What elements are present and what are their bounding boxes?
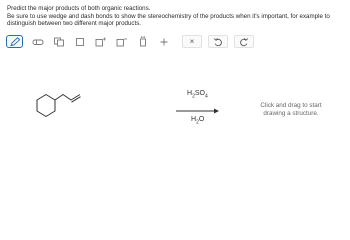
reagent-top-so: SO xyxy=(194,90,205,97)
ring-templates-tool[interactable] xyxy=(50,35,67,48)
pencil-tool[interactable] xyxy=(6,35,23,48)
reagent-water xyxy=(191,116,204,125)
square-minus-tool[interactable] xyxy=(113,35,130,48)
square-plus-tool[interactable] xyxy=(92,35,109,48)
lone-pair-icon xyxy=(138,36,148,47)
reagent-top-h: H xyxy=(187,90,193,97)
instructions xyxy=(7,5,343,28)
rings-icon xyxy=(53,37,65,47)
instruction-line-2: Be sure to use wedge and dash bonds to show the stereochemistry of the products when it's important, for example to distinguish between two different major products. xyxy=(7,12,330,28)
reagent-top-sub2: 4 xyxy=(204,93,208,100)
close-icon: × xyxy=(189,37,195,46)
reagent-top-sub1: 2 xyxy=(192,93,195,100)
charge-plus-tool[interactable] xyxy=(155,35,172,48)
eraser-icon xyxy=(32,38,44,46)
instruction-line-1: Predict the major products of both organic reactions. xyxy=(7,5,151,12)
reagent-bottom-o: O xyxy=(198,116,205,123)
reactant-structure xyxy=(37,95,81,117)
drawing-toolbar xyxy=(6,34,260,49)
reagent-bottom-sub1: 2 xyxy=(196,119,199,126)
plus-icon xyxy=(159,37,169,47)
square-plus-icon xyxy=(95,37,107,47)
lone-pair-tool[interactable] xyxy=(134,35,151,48)
redo-icon xyxy=(239,37,249,47)
undo-icon xyxy=(213,37,223,47)
square-icon xyxy=(75,37,85,47)
clear-button[interactable] xyxy=(182,35,202,48)
drawing-drop-zone[interactable] xyxy=(246,102,336,117)
pencil-icon xyxy=(9,37,21,47)
undo-button[interactable] xyxy=(208,35,228,48)
reagent-bottom-h: H xyxy=(191,116,197,123)
reaction-arrow xyxy=(176,109,219,114)
square-tool[interactable] xyxy=(71,35,88,48)
redo-button[interactable] xyxy=(234,35,254,48)
eraser-tool[interactable] xyxy=(29,35,46,48)
drop-hint-line-1: Click and drag to start xyxy=(260,102,322,109)
reagent-sulfuric-acid xyxy=(187,90,208,99)
square-minus-icon xyxy=(116,37,128,47)
drop-hint-line-2: drawing a structure. xyxy=(263,109,319,117)
